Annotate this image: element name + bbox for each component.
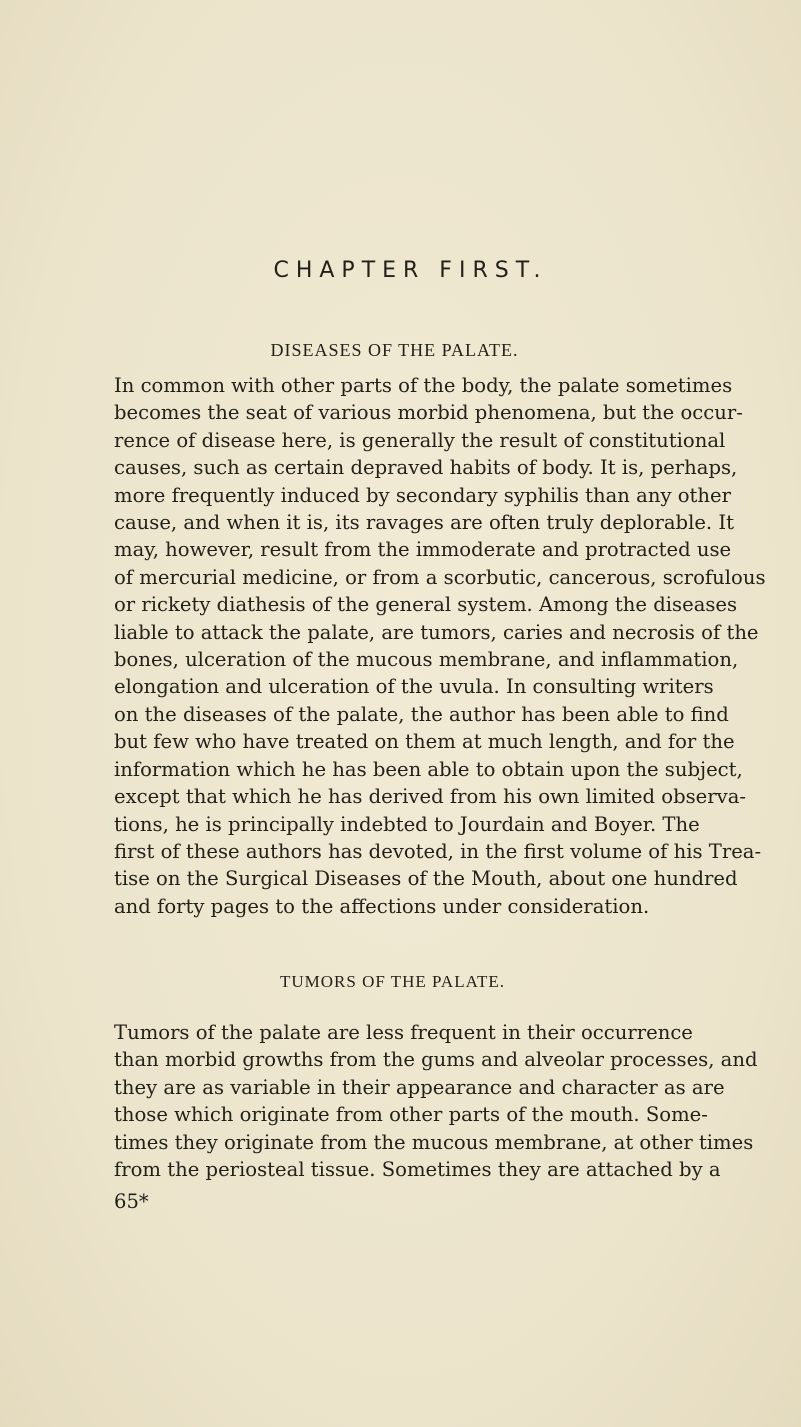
text-line: causes, such as certain depraved habits of body. It is, perhaps, xyxy=(114,456,738,480)
text-line: from the periosteal tissue. Sometimes they are attached by a xyxy=(114,1158,721,1182)
text-line: those which originate from other parts of the mouth. Some- xyxy=(114,1103,708,1127)
text-line: than morbid growths from the gums and alveolar processes, and xyxy=(114,1048,758,1072)
text-line: information which he has been able to obtain upon the subject, xyxy=(114,757,743,781)
text-line: may, however, result from the immoderate and protracted use xyxy=(114,538,732,562)
text-line: and forty pages to the affections under consideration. xyxy=(114,894,650,918)
section-title: DISEASES OF THE PALATE. xyxy=(270,340,519,360)
text-line: elongation and ulceration of the uvula. In consulting writers xyxy=(114,675,714,699)
text-line: but few who have treated on them at much length, and for the xyxy=(114,730,735,754)
text-line: rence of disease here, is generally the result of constitutional xyxy=(114,428,726,452)
text-line: more frequently induced by secondary syphilis than any other xyxy=(114,483,731,507)
text-line: becomes the seat of various morbid phenomena, but the occur- xyxy=(114,401,743,425)
text-line: tise on the Surgical Diseases of the Mouth, about one hundred xyxy=(114,867,738,891)
text-line: or rickety diathesis of the general system. Among the diseases xyxy=(114,593,738,617)
text-line: In common with other parts of the body, the palate sometimes xyxy=(114,374,733,397)
chapter-title: CHAPTER FIRST. xyxy=(273,258,548,283)
text-line: liable to attack the palate, are tumors, caries and necrosis of the xyxy=(114,620,759,644)
text-line: except that which he has derived from his own limited observa- xyxy=(114,785,747,809)
signature-mark: 65* xyxy=(114,1190,149,1213)
text-line: cause, and when it is, its ravages are often truly deplorable. It xyxy=(114,511,735,535)
text-line: they are as variable in their appearance and character as are xyxy=(114,1075,725,1099)
text-line: bones, ulceration of the mucous membrane, and inflammation, xyxy=(114,648,739,672)
tumors-paragraph xyxy=(114,1019,758,1183)
text-line: Tumors of the palate are less frequent in their occurrence xyxy=(114,1021,693,1044)
intro-paragraph xyxy=(114,372,766,920)
text-line: tions, he is principally indebted to Jourdain and Boyer. The xyxy=(114,812,700,836)
subheading: TUMORS OF THE PALATE. xyxy=(279,972,506,991)
text-line: first of these authors has devoted, in the first volume of his Trea- xyxy=(114,839,762,863)
text-line: on the diseases of the palate, the author has been able to find xyxy=(114,702,729,726)
text-line: times they originate from the mucous membrane, at other times xyxy=(114,1130,754,1154)
text-line: of mercurial medicine, or from a scorbutic, cancerous, scrofulous xyxy=(114,565,766,589)
